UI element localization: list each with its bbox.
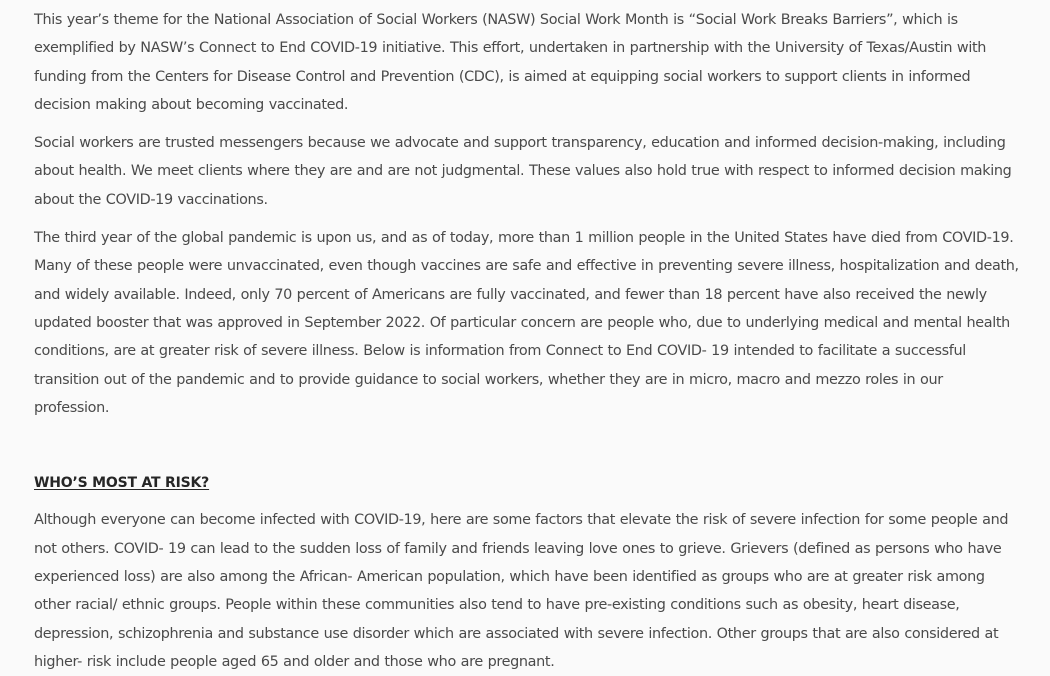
intro-paragraph: This year’s theme for the National Association of Social Workers (NASW) Social Work Month is “Social Work Breaks Barriers”, which is exemplified by NASW’s Connect to End COVID-19 initiative. This effort, undertaken in partnership with the University of Texas/Austin with funding from the Centers for Disease Control and Prevention (CDC), is aimed at equipping social workers to support clients in informed decision making about becoming vaccinated. xyxy=(34,12,987,113)
pandemic-paragraph: The third year of the global pandemic is upon us, and as of today, more than 1 million people in the United States have died from COVID-19. Many of these people were unvaccinated, even though vaccines are safe and effective in preventing severe illness, hospitalization and death, and widely available. Indeed, only 70 percent of Americans are fully vaccinated, and fewer than 18 percent have also received the newly updated booster that was approved in September 2022. Of particular concern are people who, due to underlying medical and mental health conditions, are at greater risk of severe illness. Below is information from Connect to End COVID- 19 intended to facilitate a successful transition out of the pandemic and to provide guidance to social workers, whether they are in micro, macro and mezzo roles in our profession. xyxy=(34,230,1019,416)
section-heading: WHO’S MOST AT RISK? xyxy=(34,475,210,492)
article-body xyxy=(34,6,1022,676)
risk-paragraph: Although everyone can become infected with COVID-19, here are some factors that elevate the risk of severe infection for some people and not others. COVID- 19 can lead to the sudden loss of family and friends leaving love ones to grieve. Grievers (defined as persons who have experienced loss) are also among the African- American population, which have been identified as groups who are at greater risk among other racial/ ethnic groups. People within these communities also tend to have pre-existing conditions such as obesity, heart disease, depression, schizophrenia and substance use disorder which are associated with severe infection. Other groups that are also considered at higher- risk include people aged 65 and older and those who are pregnant. xyxy=(34,512,1009,670)
trusted-messengers-paragraph: Social workers are trusted messengers because we advocate and support transparency, education and informed decision-making, including about health. We meet clients where they are and are not judgmental. These values also hold true with respect to informed decision making about the COVID-19 vaccinations. xyxy=(34,135,1012,208)
